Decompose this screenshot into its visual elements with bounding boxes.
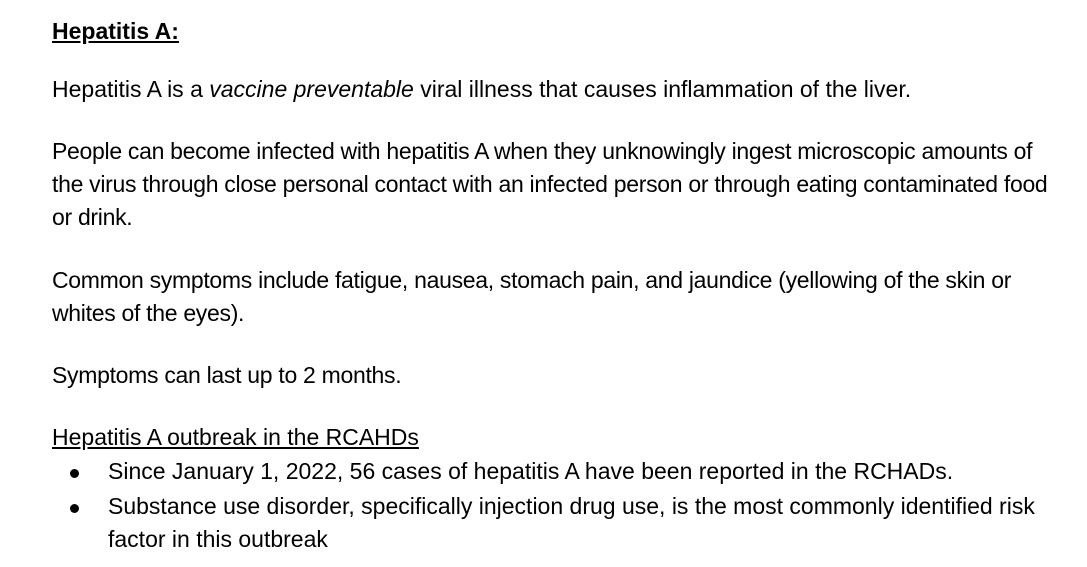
duration-paragraph: Symptoms can last up to 2 months. xyxy=(52,362,402,388)
bullet-text: Substance use disorder, specifically injection drug use, is the most commonly identified risk factor in this outbreak xyxy=(108,493,1035,552)
intro-emphasis: vaccine preventable xyxy=(209,76,414,102)
intro-paragraph xyxy=(52,73,1062,106)
intro-text-start: Hepatitis A is a xyxy=(52,76,210,102)
symptoms-text-rest: fatigue, nausea, stomach pain, and jaundice (yellowing of the skin or whites of the eyes). xyxy=(52,267,1012,326)
outbreak-bullet-list xyxy=(52,455,1072,558)
intro-text-end: viral illness that causes inflammation of the liver. xyxy=(413,76,912,102)
symptoms-paragraph xyxy=(52,264,1062,330)
section-heading: Hepatitis A: xyxy=(52,18,179,44)
transmission-paragraph: People can become infected with hepatitis A when they unknowingly ingest microscopic amounts of the virus through close personal contact with an infected person or through eating contaminated food or drink. xyxy=(52,138,1048,230)
outbreak-heading: Hepatitis A outbreak in the RCAHDs xyxy=(52,424,419,450)
list-item xyxy=(52,490,1072,556)
symptoms-text-start: Common symptoms include xyxy=(52,267,335,293)
bullet-text: Since January 1, 2022, 56 cases of hepatitis A have been reported in the RCHADs. xyxy=(108,458,954,484)
bullet-icon xyxy=(70,504,79,513)
list-item xyxy=(52,455,1072,488)
bullet-icon xyxy=(70,469,79,478)
